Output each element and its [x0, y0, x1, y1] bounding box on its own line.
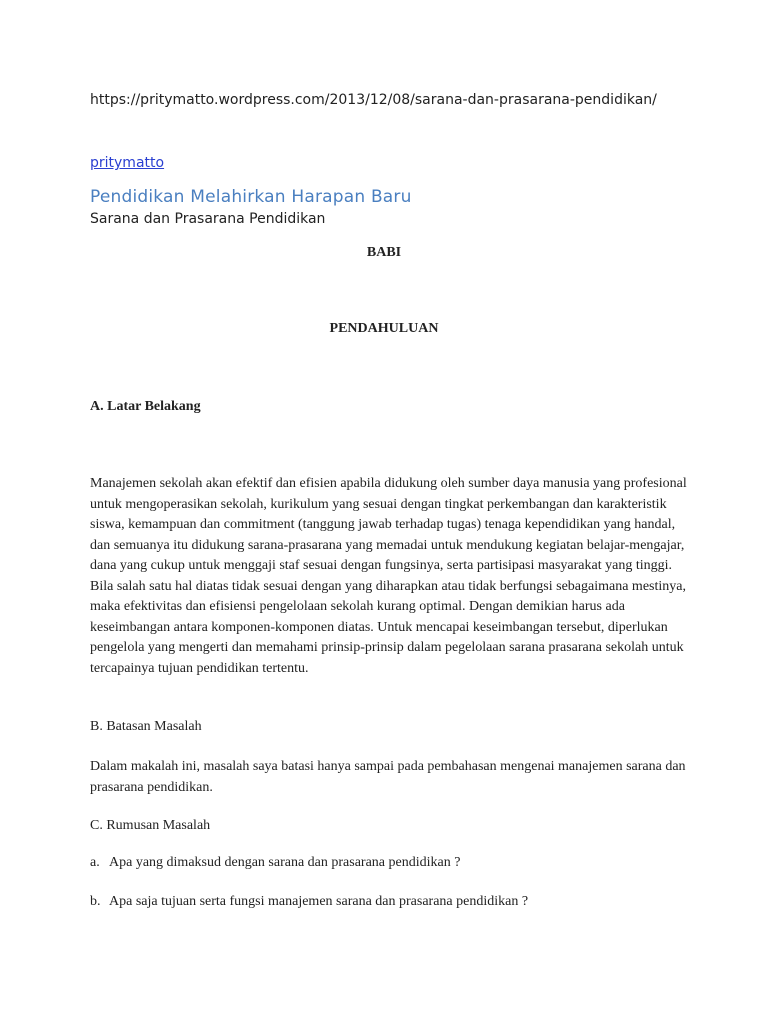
- question-item: [90, 855, 460, 871]
- section-a-paragraph: Manajemen sekolah akan efektif dan efisien apabila didukung oleh sumber daya manusia yang profesional untuk mengoperasikan sekolah, kurikulum yang sesuai dengan tingkat perkembangan dan karakteristik siswa, kemampuan dan commitment (tanggung jawab terhadap tugas) tenaga kependidikan yang handal, dan semuanya itu didukung sarana-prasarana yang memadai untuk mendukung kegiatan belajar-mengajar, dana yang cukup untuk menggaji staf sesuai dengan fungsinya, serta partisipasi masyarakat yang tinggi. Bila salah satu hal diatas tidak sesuai dengan yang diharapkan atau tidak berfungsi sebagaimana mestinya, maka efektivitas dan efisiensi pengelolaan sekolah kurang optimal. Dengan demikian harus ada keseimbangan antara komponen-komponen diatas. Untuk mencapai keseimbangan tersebut, diperlukan pengelola yang mengerti dan memahami prinsip-prinsip dalam pegelolaan sarana prasarana sekolah untuk tercapainya tujuan pendidikan tertentu.: [90, 476, 687, 676]
- site-subtitle: Sarana dan Prasarana Pendidikan: [90, 211, 326, 227]
- question-marker: a.: [90, 855, 100, 870]
- section-b-paragraph: Dalam makalah ini, masalah saya batasi hanya sampai pada pembahasan mengenai manajemen sarana dan prasarana pendidikan.: [90, 759, 686, 795]
- section-c-heading: C. Rumusan Masalah: [90, 818, 211, 833]
- question-item: [90, 894, 528, 910]
- question-marker: b.: [90, 894, 101, 909]
- question-text: Apa saja tujuan serta fungsi manajemen sarana dan prasarana pendidikan ?: [109, 894, 529, 909]
- question-text: Apa yang dimaksud dengan sarana dan prasarana pendidikan ?: [109, 855, 461, 870]
- site-title: Pendidikan Melahirkan Harapan Baru: [90, 187, 412, 207]
- author-link[interactable]: pritymatto: [90, 155, 165, 171]
- source-url: https://pritymatto.wordpress.com/2013/12/08/sarana-dan-prasarana-pendidikan/: [90, 92, 657, 108]
- chapter-label: BABI: [366, 245, 402, 260]
- section-a-heading: A. Latar Belakang: [90, 399, 201, 414]
- chapter-title: PENDAHULUAN: [329, 321, 439, 336]
- section-b-heading: B. Batasan Masalah: [90, 719, 202, 734]
